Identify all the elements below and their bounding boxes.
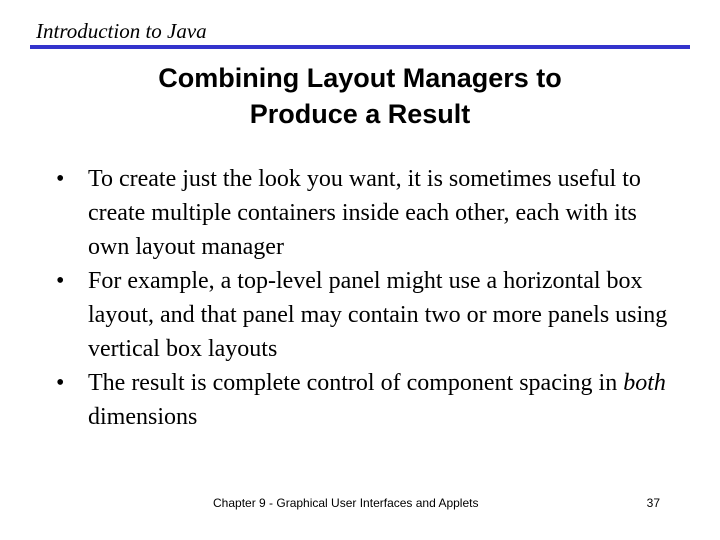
- slide-title: [60, 60, 660, 132]
- bullet-text-end: dimensions: [88, 404, 198, 430]
- header-divider: [30, 45, 690, 49]
- bullet-list: [56, 162, 676, 434]
- bullet-item: [56, 162, 676, 264]
- bullet-item: [56, 366, 676, 434]
- bullet-text-emphasis: both: [623, 370, 666, 396]
- bullet-marker: •: [56, 166, 65, 192]
- bullet-marker: •: [56, 370, 65, 396]
- slide-title-line-2: Produce a Result: [249, 99, 471, 129]
- bullet-text-start: The result is complete control of component spacing in: [88, 370, 624, 396]
- bullet-text: [88, 370, 666, 430]
- bullet-item: [56, 264, 676, 366]
- bullet-text: For example, a top-level panel might use a horizontal box layout, and that panel may contain two or more panels using vertical box layouts: [88, 268, 668, 362]
- course-title: Introduction to Java: [36, 19, 207, 43]
- bullet-text: To create just the look you want, it is sometimes useful to create multiple containers inside each other, each with its own layout manager: [88, 166, 641, 260]
- page-number: 37: [646, 496, 660, 510]
- footer-chapter-text: Chapter 9 - Graphical User Interfaces and Applets: [213, 496, 479, 510]
- slide-title-line-1: Combining Layout Managers to: [158, 63, 562, 93]
- bullet-marker: •: [56, 268, 65, 294]
